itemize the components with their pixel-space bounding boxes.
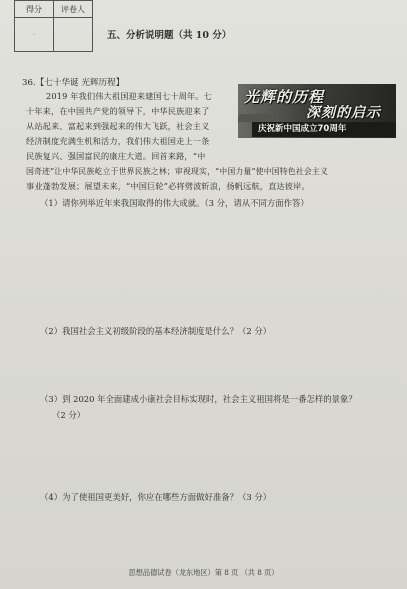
banner-caption: 庆祝新中国成立70周年 bbox=[252, 122, 396, 137]
paragraph-line: 2019 年我们伟大祖国迎来建国七十周年。七 bbox=[46, 91, 212, 101]
paragraph-line: 经济制度充满生机和活力，我们伟大祖国走上一条 bbox=[26, 136, 210, 146]
banner-line1: 光辉的历程 bbox=[244, 88, 325, 106]
page-footer: 思想品德试卷（龙东地区）第 8 页 （共 8 页） bbox=[128, 568, 279, 577]
anniversary-banner-image bbox=[238, 84, 396, 138]
grader-cell bbox=[54, 18, 93, 52]
flag-graphic bbox=[238, 114, 279, 122]
sub-question-3-points: （2 分） bbox=[52, 410, 86, 420]
paragraph-line: 国奇迹”让中华民族屹立于世界民族之林；审视现实，“中国力量”使中国特色社会主义 bbox=[26, 167, 329, 176]
banner-line2: 深刻的启示 bbox=[306, 105, 381, 121]
section-title: 五、分析说明题（共 10 分） bbox=[107, 30, 232, 41]
paragraph-line: 十年来，在中国共产党的领导下，中华民族迎来了 bbox=[26, 106, 210, 116]
paragraph-line: 事业蓬勃发展；展望未来，“中国巨轮”必将劈波斩浪，扬帆远航，直达彼岸。 bbox=[26, 181, 310, 191]
sub-question-1: （1）请你列举近年来我国取得的伟大成就。（3 分，请从不同方面作答） bbox=[40, 198, 309, 208]
question-heading: 36.【七十华诞 光辉历程】 bbox=[22, 78, 125, 88]
sub-question-3: （3）到 2020 年全面建成小康社会目标实现时，社会主义祖国将是一番怎样的景象？ bbox=[40, 394, 357, 404]
paragraph-line: 从站起来、富起来到强起来的伟大飞跃，社会主义 bbox=[26, 121, 210, 131]
score-table bbox=[14, 0, 93, 52]
grader-label: 评卷人 bbox=[54, 1, 93, 18]
sub-question-4: （4）为了使祖国更美好，你应在哪些方面做好准备？（3 分） bbox=[40, 492, 272, 502]
score-cell: · bbox=[15, 18, 54, 52]
score-label: 得分 bbox=[15, 1, 54, 18]
sub-question-2: （2）我国社会主义初级阶段的基本经济制度是什么？（2 分） bbox=[40, 326, 272, 336]
paragraph-line: 民族复兴、强国富民的康庄大道。回首来路，“中 bbox=[26, 151, 206, 161]
